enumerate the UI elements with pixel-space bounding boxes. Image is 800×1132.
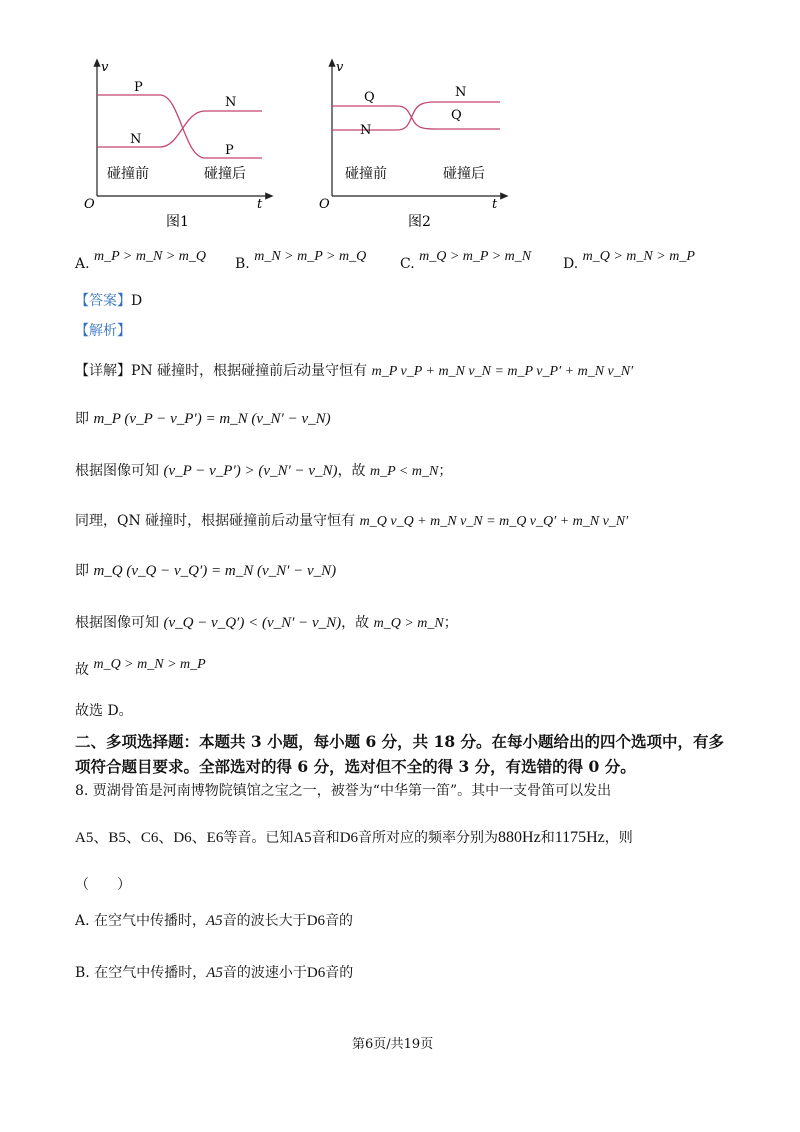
fig1-curve-p [97,95,262,158]
figure-1 [80,58,280,233]
detail-line-3-text: 根据图像可知 [75,463,159,479]
fig2-label-q-before: Q [364,90,375,105]
detail-line-3-mid: ，故 [337,463,366,479]
option-d [563,248,695,272]
option-b-letter: B. [235,256,250,272]
q8-option-b-note-1: A5 [206,965,223,981]
q8-note-b: D6 [339,830,359,846]
detail-line-3-math: (v_P − v_P′) > (v_N′ − v_N) [163,463,338,479]
option-c [400,248,531,272]
detail-line-4-math: m_Q v_Q + m_N v_N = m_Q v_Q′ + m_N v_N′ [359,514,629,529]
fig1-label-n-after: N [225,95,237,110]
option-d-letter: D. [563,256,579,272]
detail-line-7-prefix: 故 [75,662,89,678]
q8-text-d: 和 [540,830,555,846]
fig2-label-n-after: N [455,85,467,100]
option-c-expr: m_Q > m_P > m_N [419,249,532,264]
q8-freq-2: 1175Hz [554,829,605,846]
detail-line-3-result: m_P < m_N [370,464,439,479]
q8-answer-paren: （ ） [75,877,131,893]
answer-line [75,290,142,310]
q8-freq-1: 880Hz [498,829,541,846]
detail-line-7-math: m_Q > m_N > m_P [93,657,206,672]
fig2-axis-v-label: v [336,60,344,75]
analysis-label: 【解析】 [75,323,131,339]
option-a-expr: m_P > m_N > m_Q [94,249,206,264]
detail-line-7 [75,656,206,679]
fig1-curve-n [97,111,262,147]
option-d-expr: m_Q > m_N > m_P [582,249,695,264]
detail-line-5 [75,560,336,580]
option-c-letter: C. [400,256,415,272]
q8-option-b-text-1: B. 在空气中传播时， [75,965,207,981]
detail-line-2 [75,408,331,428]
q8-option-a [75,910,353,930]
detail-line-1-text: PN 碰撞时，根据碰撞前后动量守恒有 [131,363,368,379]
q8-note-a: A5 [293,830,312,846]
fig1-label-n-before: N [130,132,142,147]
option-b [235,248,366,272]
detail-line-3 [75,460,452,480]
fig2-label-q-after: Q [451,108,462,123]
q8-option-a-note-2: D6 [306,913,326,929]
q8-text-a: 等音。已知 [223,830,294,846]
q8-text-c: 音所对应的频率分别为 [358,830,499,846]
fig1-before-label: 碰撞前 [107,166,149,182]
detail-line-6-text: 根据图像可知 [75,615,159,631]
fig2-origin: O [319,197,330,212]
detail-line-2-prefix: 即 [75,411,89,427]
detail-line-4-text: 同理，QN 碰撞时，根据碰撞前后动量守恒有 [75,513,356,529]
answer-label: 【答案】 [75,293,131,309]
fig1-caption: 图1 [166,214,189,230]
q8-notes: A5、B5、C6、D6、E6 [75,830,224,846]
section-heading-line-2: 项符合题目要求。全部选对的得 6 分，选对但不全的得 3 分，有选错的得 0 分。 [75,757,636,776]
detail-line-6-math: (v_Q − v_Q′) < (v_N′ − v_N) [163,615,342,631]
q8-option-b-note-2: D6 [306,965,326,981]
fig1-label-p-before: P [134,80,143,95]
q8-option-b-text-2: 音的波速小于 [222,965,307,981]
figure-2 [315,58,515,233]
answer-value: D [131,293,143,309]
q8-stem-line-1: 8. 贾湖骨笛是河南博物院镇馆之宝之一，被誉为“中华第一笛”。其中一支骨笛可以发出 [75,783,612,799]
q8-option-a-text-3: 音的 [325,913,354,929]
fig1-axis-v-label: v [101,60,109,75]
q8-option-b-text-3: 音的 [325,965,354,981]
q8-option-a-text-1: A. 在空气中传播时， [75,913,207,929]
detail-line-4 [75,510,628,530]
detail-line-6-result: m_Q > m_N [373,616,444,631]
fig2-after-label: 碰撞后 [443,166,485,182]
option-a-letter: A. [75,256,90,272]
detail-line-2-math: m_P (v_P − v_P′) = m_N (v_N′ − v_N) [93,411,331,427]
detail-label: 【详解】 [75,363,131,379]
fig2-label-n-before: N [360,123,372,138]
detail-line-6-mid: ，故 [341,615,370,631]
fig1-axis-t-label: t [257,197,263,212]
q8-option-a-text-2: 音的波长大于 [222,913,307,929]
q8-stem-line-2 [75,826,633,847]
section-heading-line-1: 二、多项选择题：本题共 3 小题，每小题 6 分，共 18 分。在每小题给出的四个选项中，有多 [75,732,725,751]
q8-text-e: ，则 [604,830,633,846]
q8-option-a-note-1: A5 [206,913,223,929]
fig2-axis-t-label: t [492,197,498,212]
detail-line-5-prefix: 即 [75,563,89,579]
fig1-origin: O [84,197,95,212]
option-b-expr: m_N > m_P > m_Q [254,249,367,264]
q8-option-b [75,962,353,982]
detail-line-6-end: ； [443,615,458,631]
detail-line-6 [75,612,458,632]
detail-line-1 [75,360,633,380]
fig2-before-label: 碰撞前 [345,166,387,182]
detail-line-3-end: ； [438,463,453,479]
option-a [75,248,206,272]
page-footer: 第6页/共19页 [352,1037,434,1052]
detail-line-5-math: m_Q (v_Q − v_Q′) = m_N (v_N′ − v_N) [93,563,337,579]
fig1-after-label: 碰撞后 [204,166,246,182]
detail-line-8: 故选 D。 [75,703,133,719]
fig2-caption: 图2 [408,214,431,230]
detail-line-1-math: m_P v_P + m_N v_N = m_P v_P′ + m_N v_N′ [371,364,634,379]
q8-text-b: 音和 [311,830,340,846]
fig1-label-p-after: P [225,143,234,158]
